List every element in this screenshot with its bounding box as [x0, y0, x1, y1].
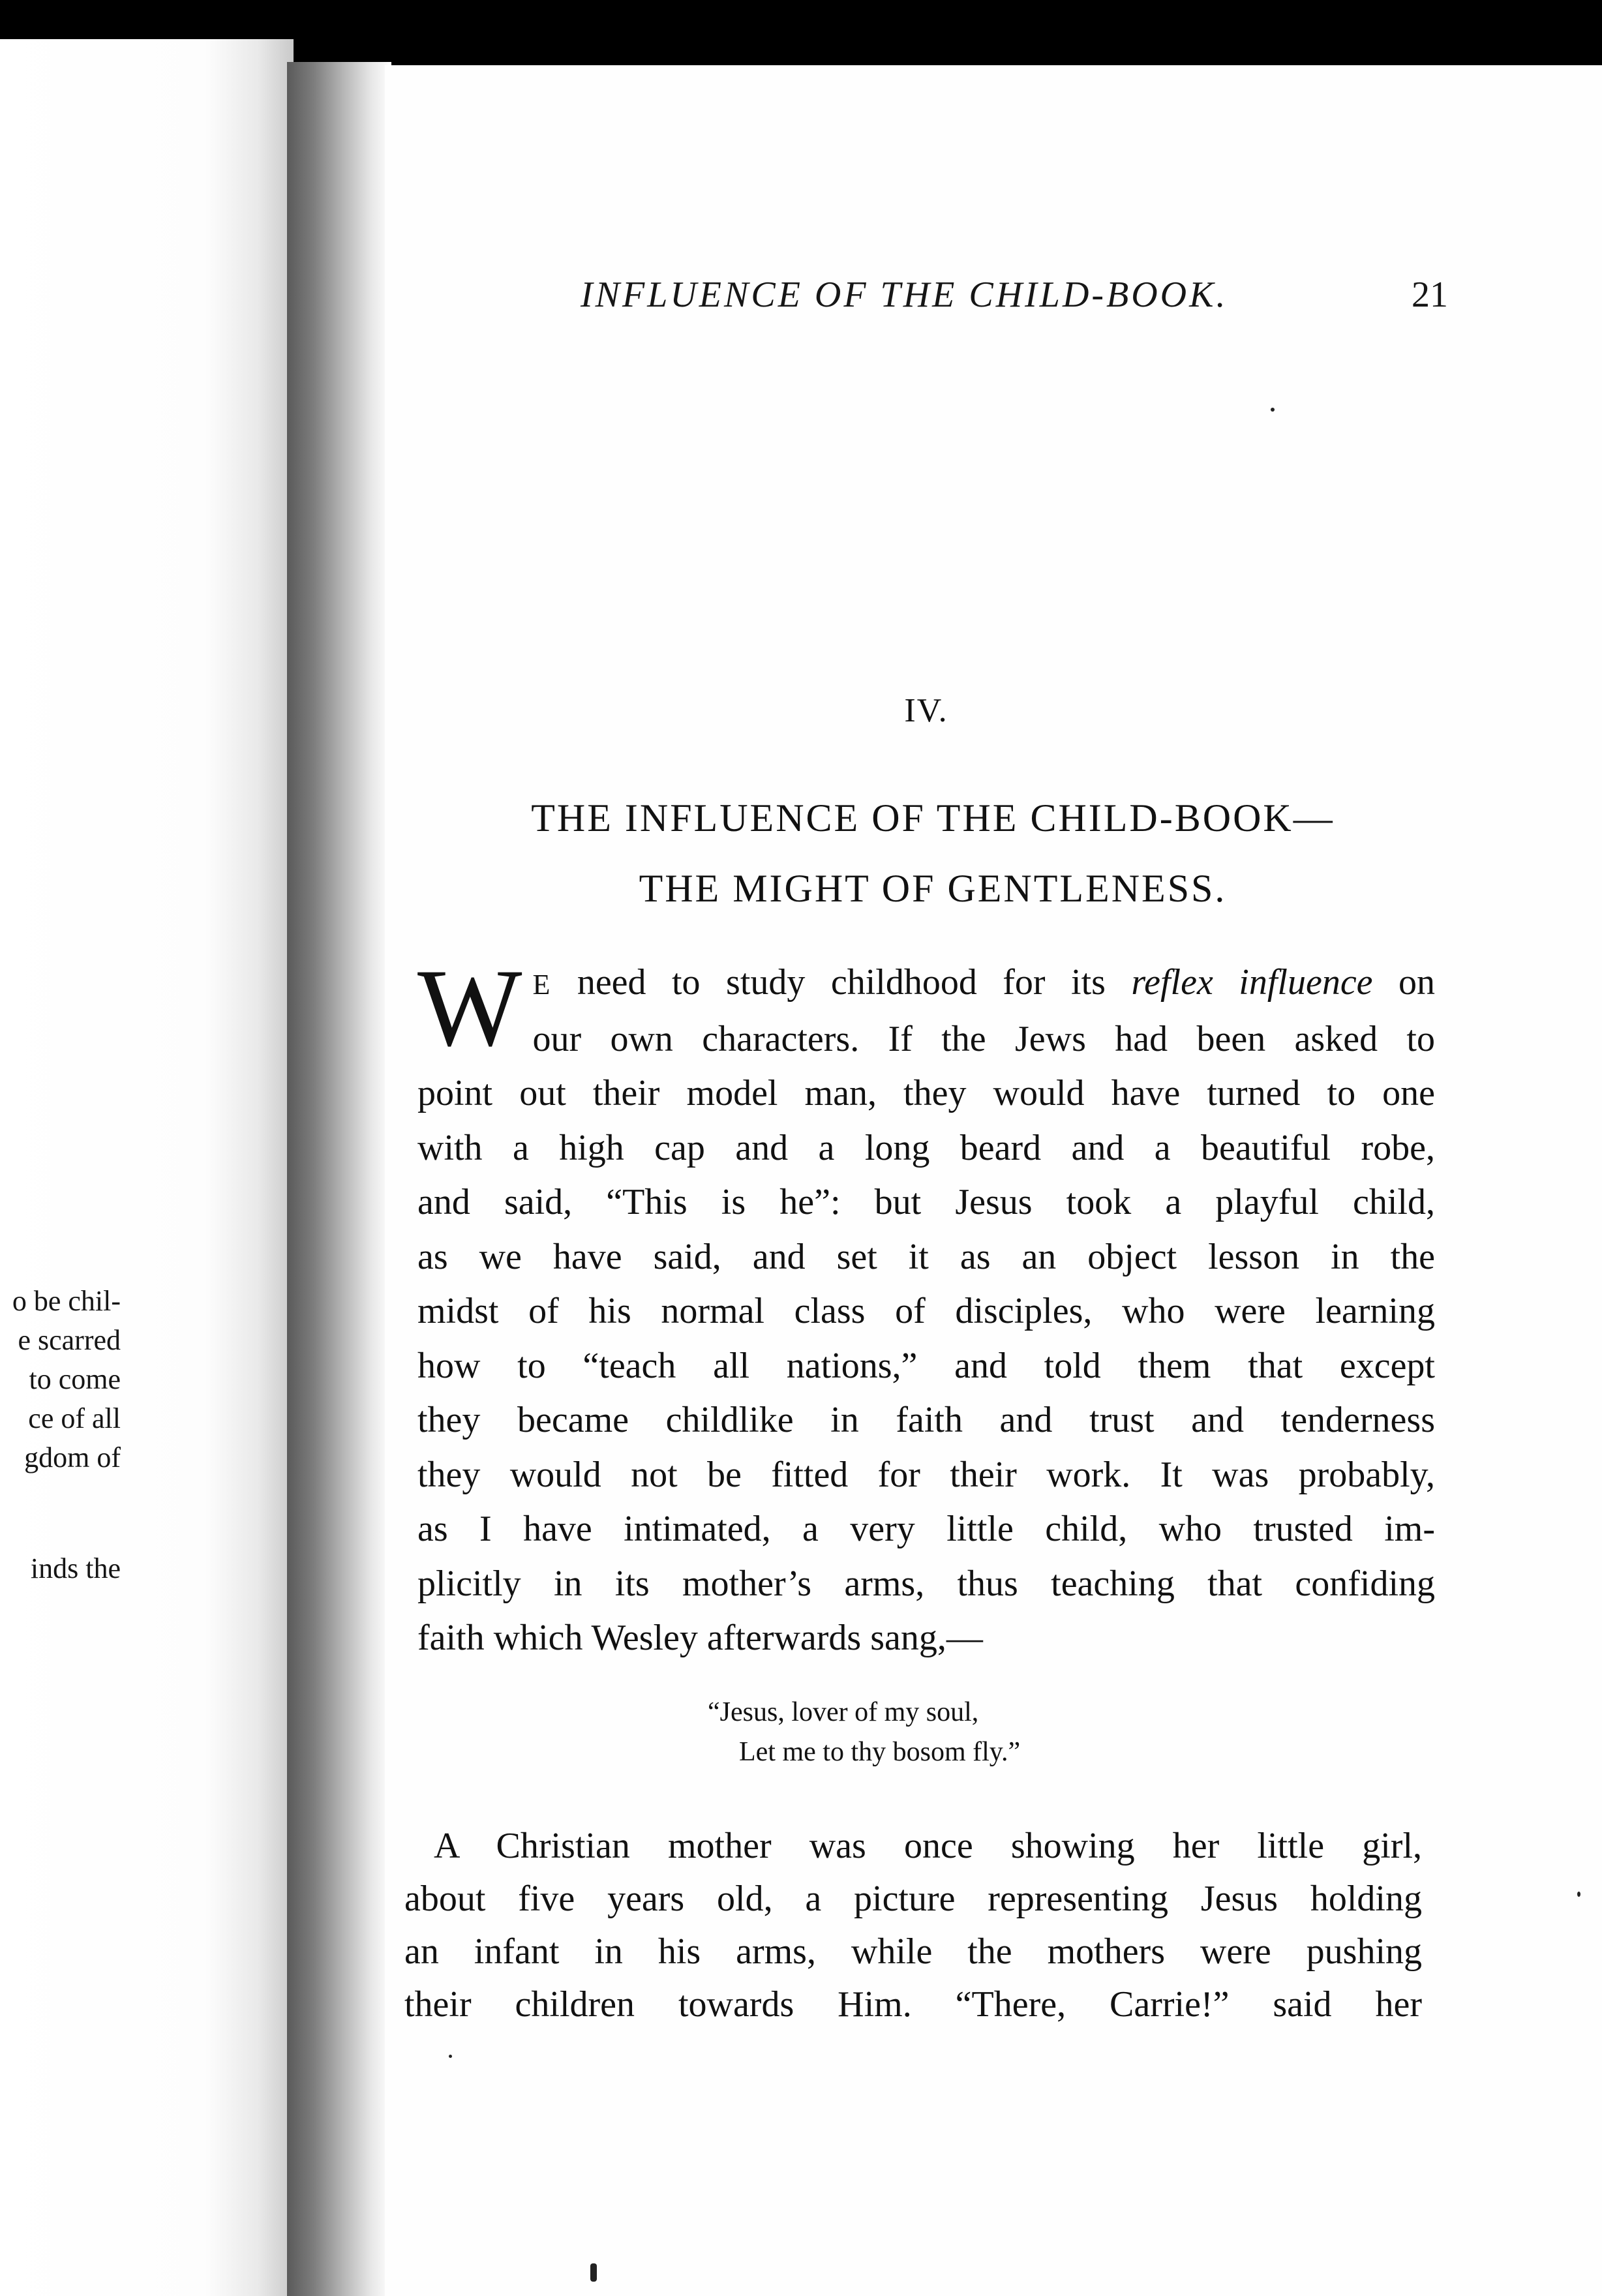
- paragraph-line: how to “teach all nations,” and told them that except: [417, 1345, 1435, 1386]
- paragraph-line: about five years old, a picture representing Jesus holding: [404, 1879, 1422, 1919]
- text-run: need to study childhood for its: [551, 962, 1132, 1003]
- left-fragment: inds the: [30, 1552, 121, 1584]
- left-fragment: o be chil-: [12, 1285, 121, 1317]
- chapter-title-line: THE MIGHT OF GENTLENESS.: [639, 867, 1227, 910]
- running-head: INFLUENCE OF THE CHILD-BOOK.: [581, 275, 1228, 315]
- paragraph-line: as I have intimated, a very little child, who trusted im-: [417, 1509, 1435, 1549]
- paragraph-line: point out their model man, they would have turned to one: [417, 1073, 1435, 1113]
- scan-speck: [590, 2263, 597, 2282]
- paragraph-line: with a high cap and a long beard and a beautiful robe,: [417, 1127, 1435, 1168]
- paragraph-line: an infant in his arms, while the mothers were pushing: [404, 1931, 1422, 1972]
- chapter-title-line: THE INFLUENCE OF THE CHILD-BOOK—: [531, 796, 1335, 839]
- scan-speck: [449, 2055, 452, 2058]
- left-fragment: ce of all: [28, 1402, 121, 1434]
- paragraph-line: their children towards Him. “There, Carrie!” said her: [404, 1984, 1422, 2025]
- paragraph-line: midst of his normal class of disciples, who were learning: [417, 1291, 1435, 1331]
- left-page-text-fragments: [0, 1282, 121, 1588]
- page-header: [581, 274, 1448, 326]
- small-caps-initial: E: [532, 969, 552, 1001]
- chapter-title: [417, 783, 1448, 924]
- left-fragment: e scarred: [18, 1324, 121, 1356]
- verse-line: Let me to thy bosom fly.”: [739, 1737, 1021, 1767]
- paragraph-line: A Christian mother was once showing her little girl,: [434, 1826, 1422, 1866]
- left-fragment: to come: [29, 1363, 121, 1395]
- left-fragment: gdom of: [24, 1442, 121, 1473]
- paragraph-line: they became childlike in faith and trust and tenderness: [417, 1400, 1435, 1440]
- chapter-number: IV.: [904, 692, 948, 729]
- book-gutter-shadow: [287, 62, 391, 2296]
- paragraph-line: our own characters. If the Jews had been asked to: [532, 1018, 1435, 1059]
- paragraph-2: [404, 1820, 1422, 2031]
- verse-quote: [708, 1693, 1230, 1772]
- scan-speck: [1577, 1892, 1580, 1897]
- left-facing-page: [0, 39, 294, 2296]
- text-run: on: [1372, 962, 1435, 1003]
- italic-emphasis: reflex influence: [1131, 962, 1373, 1003]
- paragraph-line: and said, “This is he”: but Jesus took a playful child,: [417, 1182, 1435, 1222]
- paragraph-1: [417, 946, 1435, 1666]
- paragraph-line: faith which Wesley afterwards sang,—: [417, 1618, 983, 1658]
- drop-cap: W: [417, 946, 522, 1069]
- paragraph-line: plicitly in its mother’s arms, thus teaching that confiding: [417, 1563, 1435, 1604]
- paragraph-line: as we have said, and set it as an object lesson in the: [417, 1236, 1435, 1277]
- fragment-gap: [0, 1477, 121, 1549]
- paragraph-line: they would not be fitted for their work. It was probably,: [417, 1454, 1435, 1495]
- scan-speck: [1271, 408, 1275, 412]
- verse-line: “Jesus, lover of my soul,: [708, 1697, 979, 1727]
- page-number: 21: [1412, 275, 1448, 315]
- paragraph-line: [417, 956, 1435, 1012]
